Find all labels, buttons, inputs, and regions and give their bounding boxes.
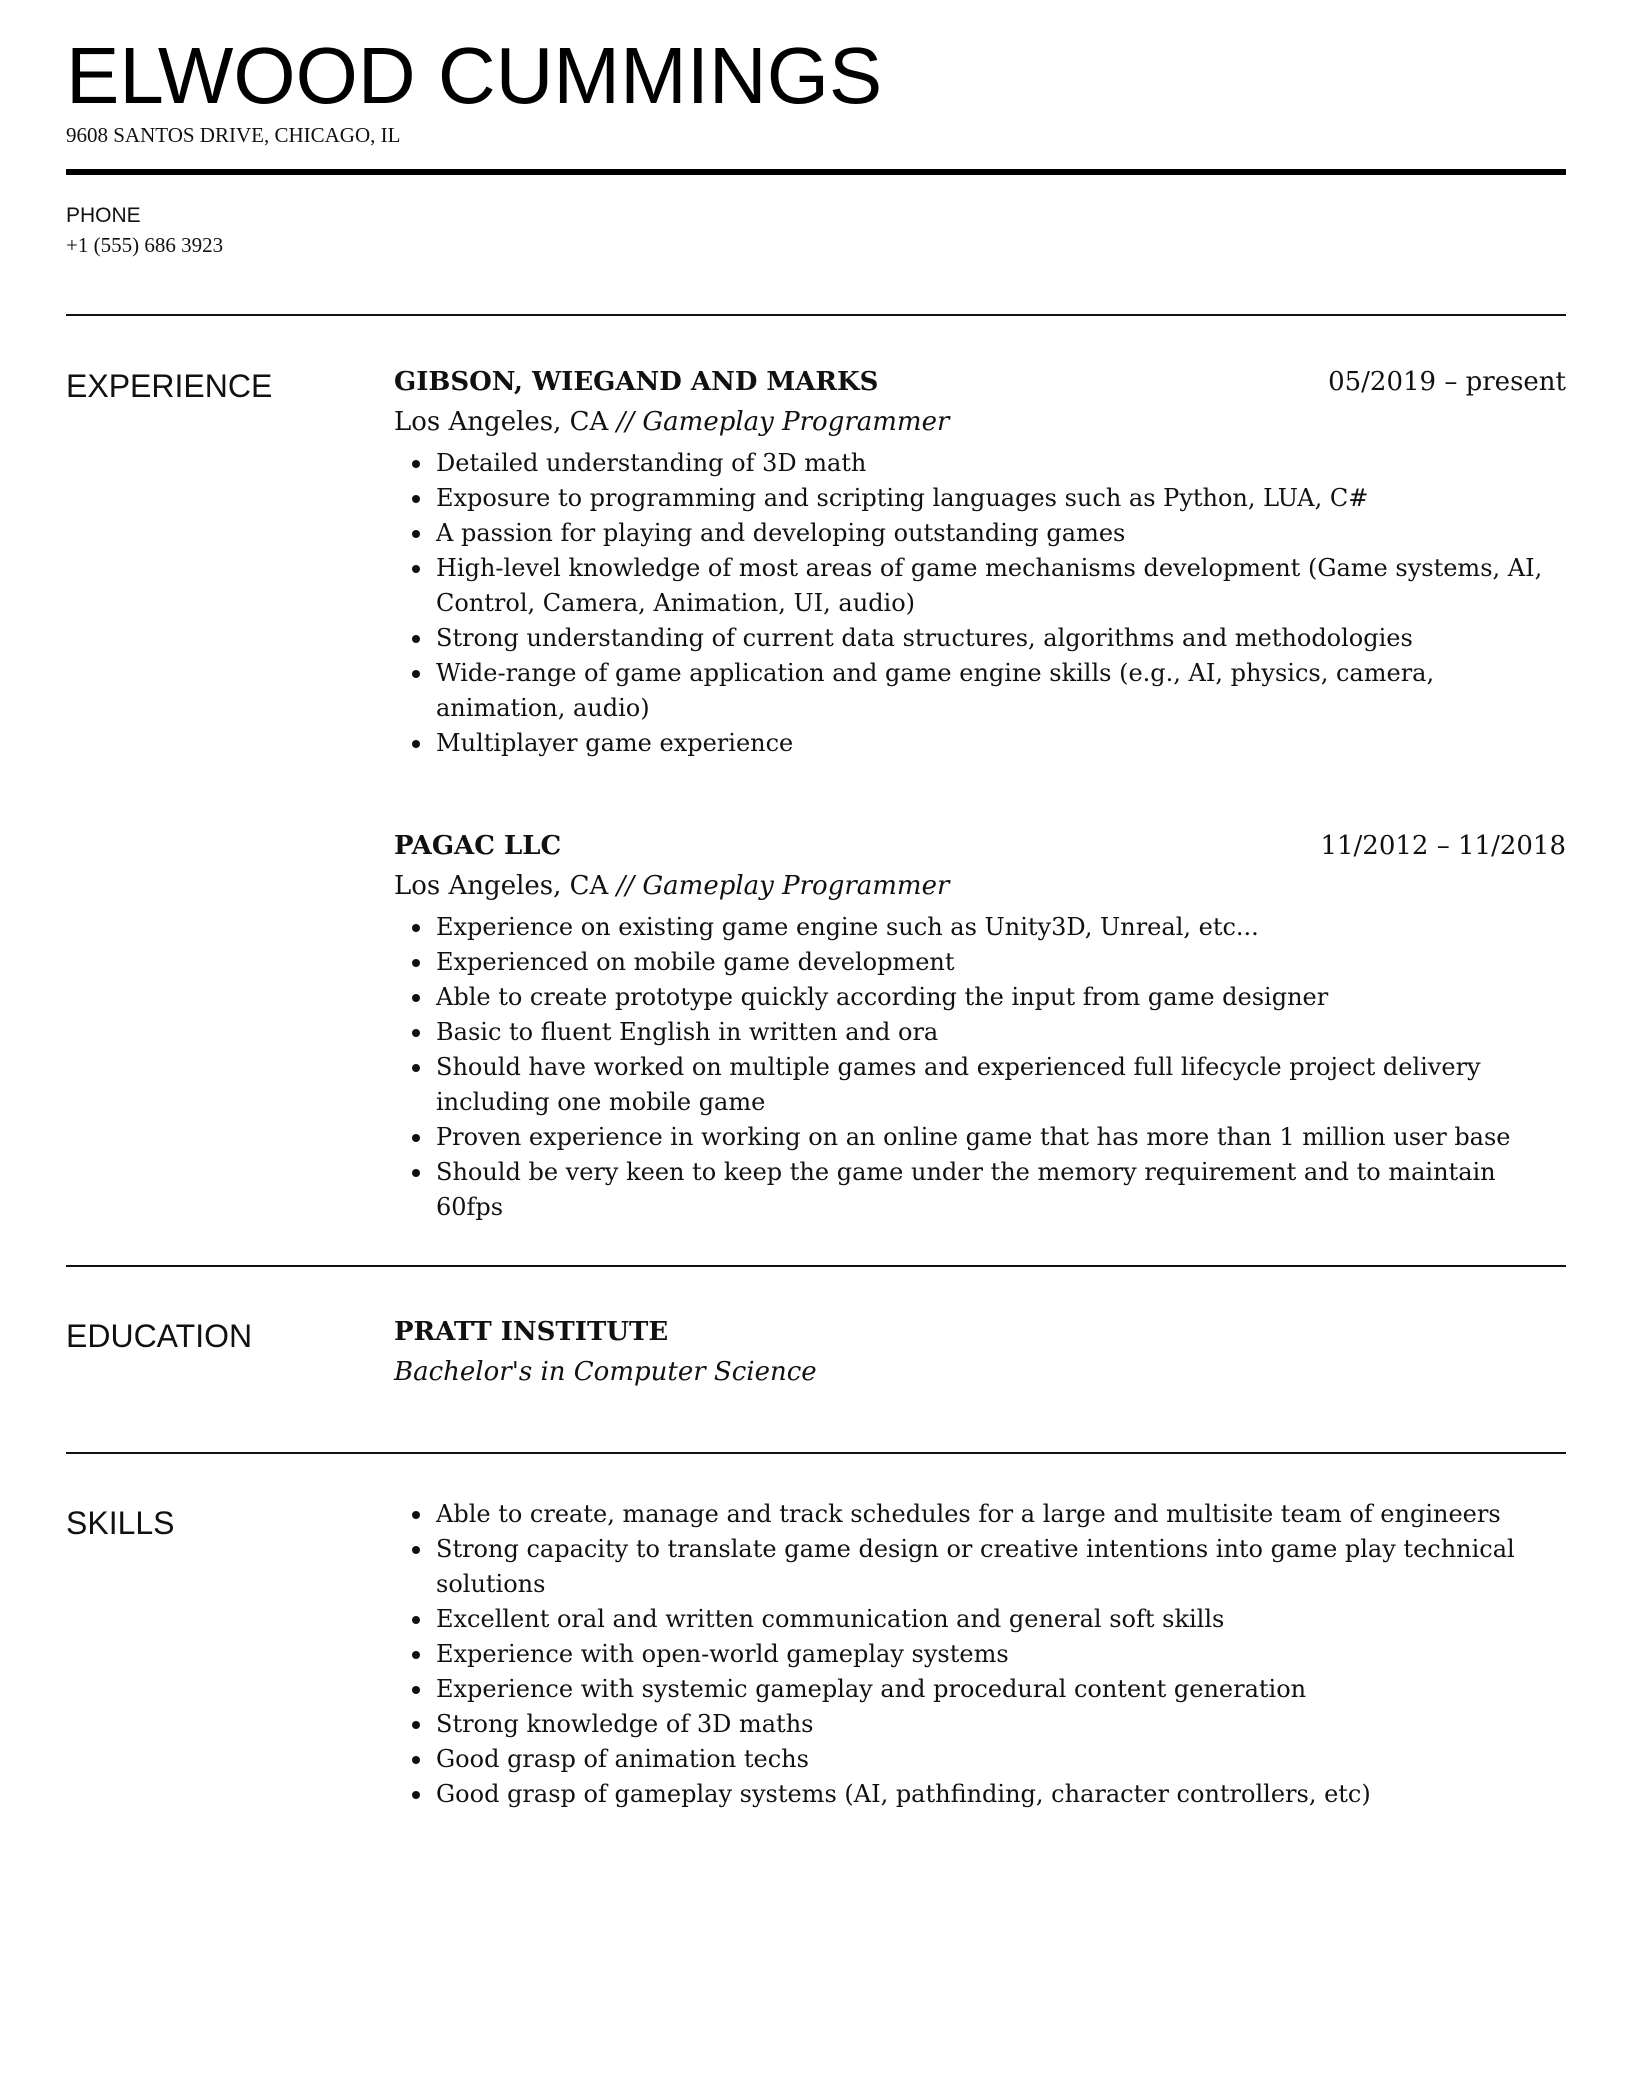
separator: // bbox=[608, 407, 643, 437]
list-item bbox=[410, 551, 1566, 621]
list-item bbox=[410, 1707, 1566, 1742]
bullet-icon bbox=[412, 1791, 420, 1799]
list-item bbox=[410, 656, 1566, 726]
bullet-icon bbox=[412, 1651, 420, 1659]
list-item-text: Detailed understanding of 3D math bbox=[436, 449, 867, 477]
education-entry bbox=[394, 1312, 1566, 1392]
skills-list bbox=[410, 1497, 1566, 1812]
job-dates: 11/2012 – 11/2018 bbox=[1320, 831, 1566, 861]
contact-phone: +1 (555) 686 3923 bbox=[66, 233, 224, 257]
job-location-role bbox=[394, 402, 1566, 442]
candidate-name: ELWOOD CUMMINGS bbox=[66, 31, 883, 120]
list-item bbox=[410, 1777, 1566, 1812]
bullet-icon bbox=[412, 1064, 420, 1072]
bullet-icon bbox=[412, 1616, 420, 1624]
bullet-icon bbox=[412, 1029, 420, 1037]
skills-entry bbox=[394, 1497, 1566, 1812]
bullet-icon bbox=[412, 1686, 420, 1694]
job-dates: 05/2019 – present bbox=[1328, 367, 1566, 397]
section-title-education: EDUCATION bbox=[66, 1318, 253, 1354]
list-item-text: Experience with open-world gameplay systems bbox=[436, 1640, 1009, 1668]
job-role: Gameplay Programmer bbox=[642, 871, 950, 901]
bullet-icon bbox=[412, 1511, 420, 1519]
list-item bbox=[410, 980, 1566, 1015]
company-name: GIBSON, WIEGAND AND MARKS bbox=[394, 367, 879, 397]
job-location: Los Angeles, CA bbox=[394, 407, 609, 437]
list-item-text: Experienced on mobile game development bbox=[436, 948, 955, 976]
list-item bbox=[410, 726, 1566, 761]
list-item-text: Strong knowledge of 3D maths bbox=[436, 1710, 814, 1738]
bullet-icon bbox=[412, 994, 420, 1002]
list-item bbox=[410, 446, 1566, 481]
list-item-text: Strong understanding of current data structures, algorithms and methodologies bbox=[436, 624, 1413, 652]
bullet-icon bbox=[412, 1756, 420, 1764]
list-item-text: Wide-range of game application and game engine skills (e.g., AI, physics, camera, animation, audio) bbox=[436, 659, 1435, 722]
list-item bbox=[410, 1672, 1566, 1707]
bullet-icon bbox=[412, 959, 420, 967]
list-item bbox=[410, 1497, 1566, 1532]
list-item-text: Exposure to programming and scripting languages such as Python, LUA, C# bbox=[436, 484, 1369, 512]
job-location: Los Angeles, CA bbox=[394, 871, 609, 901]
list-item-text: Able to create prototype quickly according the input from game designer bbox=[436, 983, 1329, 1011]
list-item-text: Experience on existing game engine such as Unity3D, Unreal, etc... bbox=[436, 913, 1259, 941]
school-name: PRATT INSTITUTE bbox=[394, 1317, 669, 1347]
list-item bbox=[410, 621, 1566, 656]
list-item-text: A passion for playing and developing outstanding games bbox=[436, 519, 1126, 547]
section-divider bbox=[66, 314, 1566, 316]
job-bullets bbox=[410, 446, 1566, 761]
bullet-icon bbox=[412, 530, 420, 538]
list-item bbox=[410, 1015, 1566, 1050]
job-location-role bbox=[394, 866, 1566, 906]
job-entry bbox=[394, 826, 1566, 1225]
separator: // bbox=[608, 871, 643, 901]
list-item-text: Basic to fluent English in written and ora bbox=[436, 1018, 939, 1046]
list-item bbox=[410, 1637, 1566, 1672]
section-divider bbox=[66, 1265, 1566, 1267]
contact-label: PHONE bbox=[66, 204, 141, 227]
section-title-skills: SKILLS bbox=[66, 1505, 175, 1541]
list-item bbox=[410, 1050, 1566, 1120]
degree: Bachelor's in Computer Science bbox=[394, 1357, 817, 1387]
bullet-icon bbox=[412, 635, 420, 643]
bullet-icon bbox=[412, 1721, 420, 1729]
job-role: Gameplay Programmer bbox=[642, 407, 950, 437]
list-item-text: Should be very keen to keep the game under the memory requirement and to maintain 60fps bbox=[436, 1158, 1496, 1221]
list-item-text: Experience with systemic gameplay and procedural content generation bbox=[436, 1675, 1307, 1703]
bullet-icon bbox=[412, 460, 420, 468]
header-divider bbox=[66, 169, 1566, 175]
section-title-experience: EXPERIENCE bbox=[66, 368, 273, 404]
list-item-text: Should have worked on multiple games and experienced full lifecycle project delivery including one mobile game bbox=[436, 1053, 1481, 1116]
list-item-text: Proven experience in working on an online game that has more than 1 million user base bbox=[436, 1123, 1511, 1151]
list-item bbox=[410, 910, 1566, 945]
list-item-text: Good grasp of gameplay systems (AI, pathfinding, character controllers, etc) bbox=[436, 1780, 1371, 1808]
list-item bbox=[410, 1742, 1566, 1777]
list-item-text: Good grasp of animation techs bbox=[436, 1745, 809, 1773]
list-item bbox=[410, 516, 1566, 551]
list-item-text: High-level knowledge of most areas of game mechanisms development (Game systems, AI, Control, Camera, Animation, UI, audio) bbox=[436, 554, 1543, 617]
bullet-icon bbox=[412, 740, 420, 748]
list-item bbox=[410, 1120, 1566, 1155]
candidate-address: 9608 SANTOS DRIVE, CHICAGO, IL bbox=[66, 123, 401, 147]
bullet-icon bbox=[412, 1134, 420, 1142]
bullet-icon bbox=[412, 924, 420, 932]
bullet-icon bbox=[412, 1546, 420, 1554]
list-item bbox=[410, 1602, 1566, 1637]
list-item bbox=[410, 1532, 1566, 1602]
bullet-icon bbox=[412, 565, 420, 573]
job-entry bbox=[394, 362, 1566, 761]
bullet-icon bbox=[412, 495, 420, 503]
bullet-icon bbox=[412, 670, 420, 678]
list-item-text: Multiplayer game experience bbox=[436, 729, 794, 757]
job-bullets bbox=[410, 910, 1566, 1225]
company-name: PAGAC LLC bbox=[394, 831, 562, 861]
list-item-text: Excellent oral and written communication and general soft skills bbox=[436, 1605, 1225, 1633]
list-item bbox=[410, 945, 1566, 980]
section-divider bbox=[66, 1452, 1566, 1454]
list-item-text: Strong capacity to translate game design or creative intentions into game play technical solutions bbox=[436, 1535, 1515, 1598]
list-item bbox=[410, 481, 1566, 516]
bullet-icon bbox=[412, 1169, 420, 1177]
list-item-text: Able to create, manage and track schedules for a large and multisite team of engineers bbox=[436, 1500, 1501, 1528]
list-item bbox=[410, 1155, 1566, 1225]
